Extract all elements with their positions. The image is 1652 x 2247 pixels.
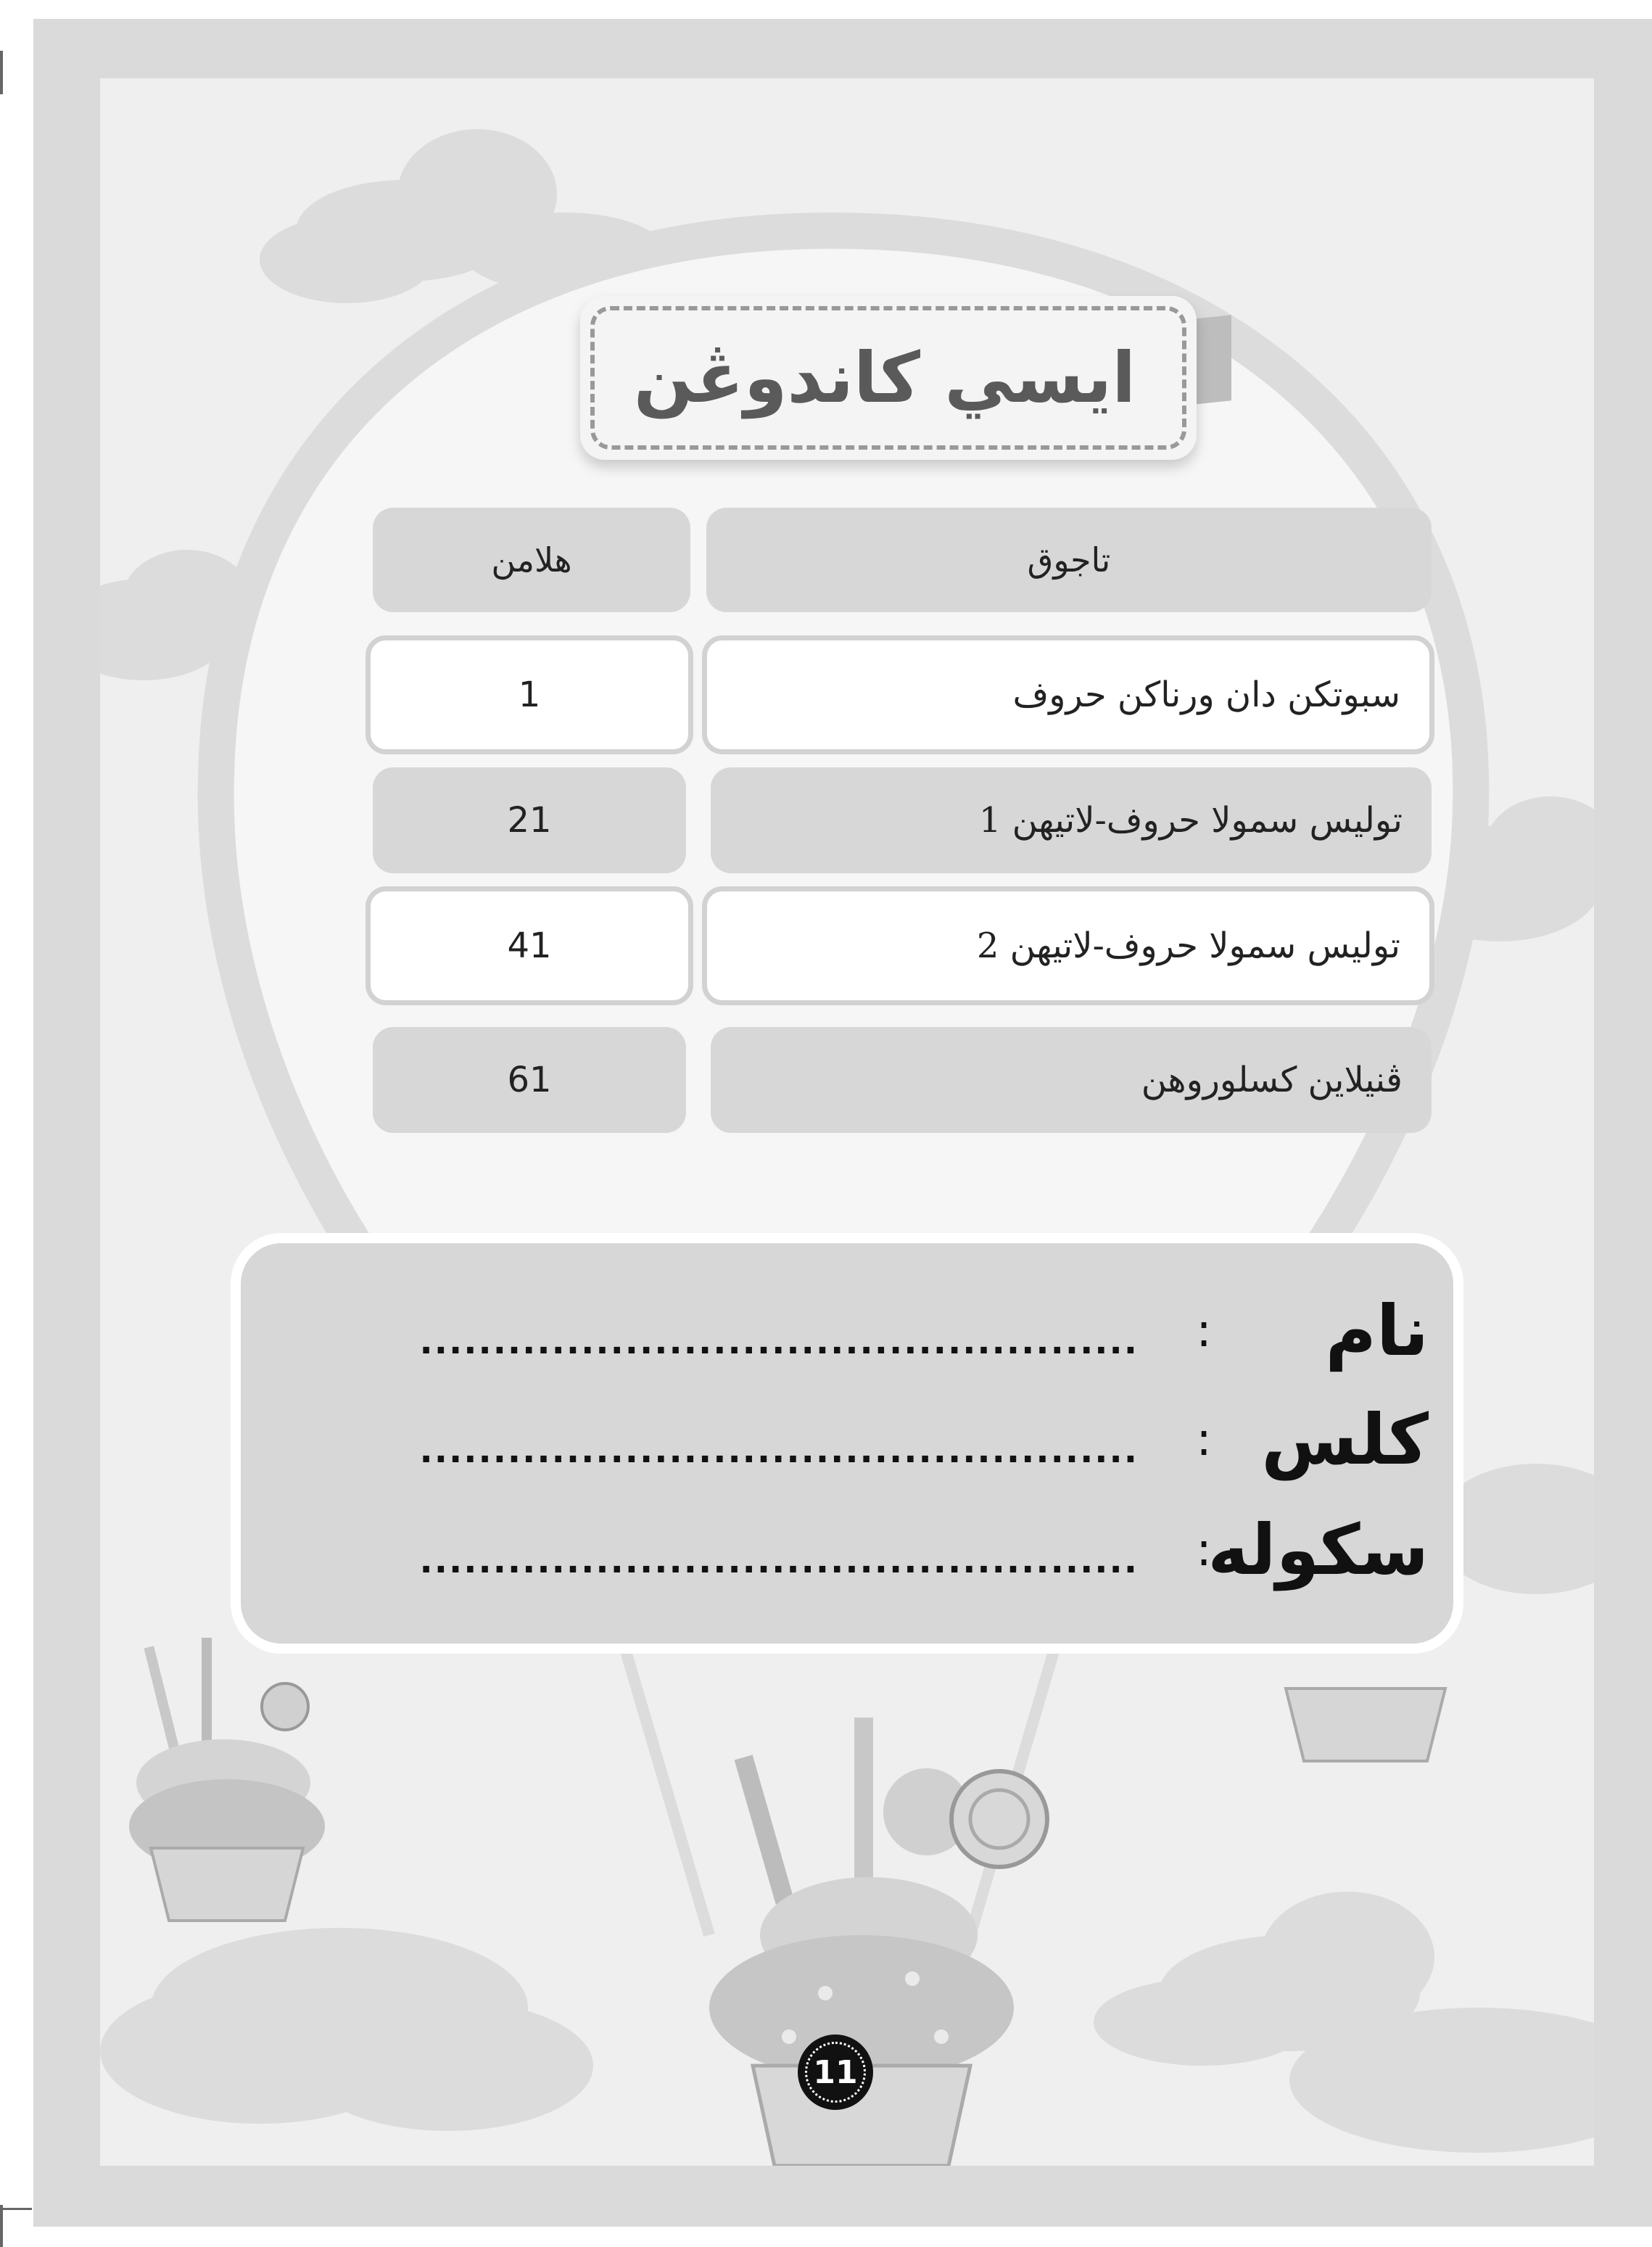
colon: : [1196,1413,1212,1467]
colon: : [1196,1304,1212,1358]
school-blank[interactable]: ................................................. [419,1541,1139,1581]
toc-row-4-title[interactable]: ڤنيلاين کسلوروهن [711,1027,1432,1133]
crop-mark [3,2208,32,2210]
form-row-school [305,1503,1429,1597]
header-page: هلامن [373,508,690,612]
page-number: 11 [813,2053,858,2091]
toc-row-1-title[interactable]: سبوتکن دان ورناکن حروف [702,635,1434,754]
form-row-name [305,1284,1429,1378]
toc-row-3-page: 41 [365,886,693,1005]
toc-row-3-title[interactable]: توليس سمولا حروف-لاتيهن 2 [702,886,1434,1005]
toc-row-1-page: 1 [365,635,693,754]
name-label: نام [1325,1290,1429,1372]
school-label: سکوله [1207,1509,1429,1591]
class-blank[interactable]: ................................................. [419,1430,1139,1471]
page-title: ايسي كاندوڠن [633,337,1136,419]
toc-row-2-title[interactable]: توليس سمولا حروف-لاتيهن 1 [711,767,1432,873]
toc-row-2-page: 21 [373,767,686,873]
crop-mark [0,51,3,94]
toc-row-4-page: 61 [373,1027,686,1133]
form-row-class [305,1393,1429,1487]
crop-mark [0,2205,3,2247]
page-number-badge [798,2034,873,2110]
header-content: تاجوق [706,508,1432,612]
colon: : [1196,1523,1212,1577]
name-blank[interactable]: ................................................. [419,1322,1139,1362]
class-label: کلس [1261,1399,1429,1480]
